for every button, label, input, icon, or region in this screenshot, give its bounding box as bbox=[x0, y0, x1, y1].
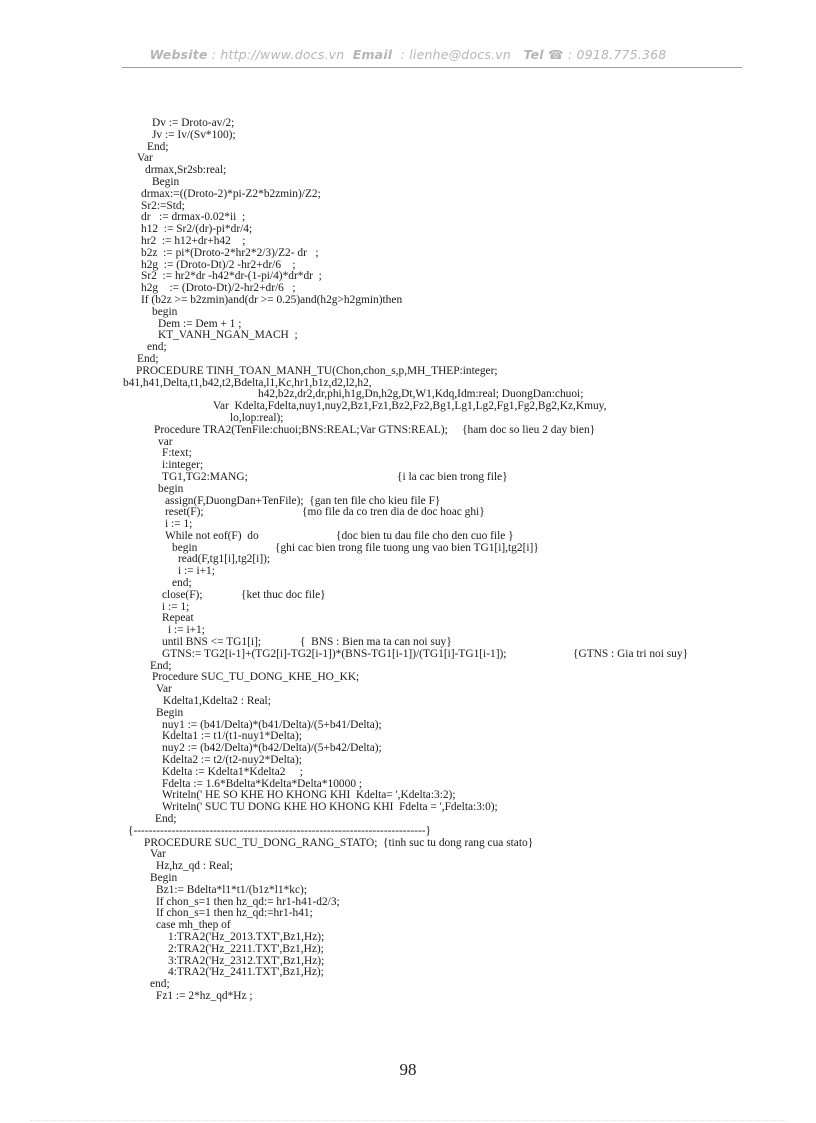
code-line: Jv := Iv/(Sv*100); bbox=[152, 128, 236, 141]
code-line: Var bbox=[137, 152, 153, 165]
phone-icon: ☎ bbox=[547, 47, 564, 62]
code-line: var bbox=[158, 435, 173, 448]
code-line: Begin bbox=[156, 706, 184, 719]
code-line: {-----------------------------------------------------------------------------} bbox=[128, 824, 432, 837]
tel-label: Tel bbox=[523, 47, 544, 62]
code-line: i := i+1; bbox=[168, 624, 205, 637]
code-line: If (b2z >= b2zmin)and(dr >= 0.25)and(h2g>h2gmin)then bbox=[141, 293, 403, 306]
code-line: nuy1 := (b41/Delta)*(b41/Delta)/(5+b41/Delta); bbox=[162, 718, 382, 731]
code-line: h12 := Sr2/(dr)-pi*dr/4; bbox=[141, 223, 253, 236]
code-line: end; bbox=[147, 341, 167, 354]
code-line: case mh_thep of bbox=[156, 919, 231, 932]
code-line: 4:TRA2('Hz_2411.TXT',Bz1,Hz); bbox=[168, 966, 324, 979]
code-line: hr2 := h12+dr+h42 ; bbox=[141, 234, 246, 247]
code-line: Dem := Dem + 1 ; bbox=[158, 317, 242, 330]
code-line: Sr2 := hr2*dr -h42*dr-(1-pi/4)*dr*dr ; bbox=[141, 270, 322, 283]
code-line: end; bbox=[150, 978, 170, 991]
code-line: drmax:=((Droto-2)*pi-Z2*b2zmin)/Z2; bbox=[141, 187, 321, 200]
code-line: assign(F,DuongDan+TenFile); {gan ten file cho kieu file F} bbox=[165, 494, 441, 507]
code-line: Kdelta := Kdelta1*Kdelta2 ; bbox=[162, 765, 303, 778]
email-label: Email bbox=[352, 47, 393, 62]
code-line: 2:TRA2('Hz_2211.TXT',Bz1,Hz); bbox=[168, 942, 324, 955]
code-line: begin bbox=[158, 482, 184, 495]
code-line: until BNS <= TG1[i]; { BNS : Bien ma ta can noi suy} bbox=[162, 636, 452, 649]
code-line: end; bbox=[172, 577, 192, 590]
code-line: Bz1:= Bdelta*l1*t1/(b1z*l1*kc); bbox=[156, 883, 307, 896]
tel-number: : 0918.775.368 bbox=[567, 47, 667, 62]
code-line: Dv := Droto-av/2; bbox=[152, 117, 235, 129]
code-line: KT_VANH_NGAN_MACH ; bbox=[158, 329, 298, 342]
code-line: End; bbox=[150, 659, 172, 672]
code-line: reset(F); {mo file da co tren dia de doc hoac ghi} bbox=[165, 506, 485, 519]
code-line: Writeln(' SUC TU DONG KHE HO KHONG KHI Fdelta = ',Fdelta:3:0); bbox=[162, 801, 498, 814]
code-line: Procedure SUC_TU_DONG_KHE_HO_KK; bbox=[152, 671, 360, 684]
website-url: : http://www.docs.vn bbox=[211, 47, 345, 62]
code-line: begin bbox=[152, 305, 178, 318]
code-line: 1:TRA2('Hz_2013.TXT',Bz1,Hz); bbox=[168, 930, 325, 943]
code-line: Kdelta1 := t1/(t1-nuy1*Delta); bbox=[162, 730, 302, 743]
code-line: GTNS:= TG2[i-1]+(TG2[i]-TG2[i-1])*(BNS-TG1[i-1])/(TG1[i]-TG1[i-1]); {GTNS : Gia tri noi suy} bbox=[162, 647, 689, 660]
code-line: h2g := (Droto-Dt)/2-hr2+dr/6 ; bbox=[141, 282, 296, 295]
code-line: begin {ghi cac bien trong file tuong ung vao bien TG1[i],tg2[i]} bbox=[172, 541, 539, 554]
code-line: End; bbox=[147, 140, 169, 153]
code-line: TG1,TG2:MANG; {i la cac bien trong file} bbox=[162, 470, 508, 483]
page-number: 98 bbox=[399, 1060, 417, 1079]
code-line: Var bbox=[150, 848, 166, 861]
page-header bbox=[0, 47, 816, 62]
code-line: Repeat bbox=[162, 612, 194, 625]
code-line: Begin bbox=[152, 175, 180, 188]
code-line: PROCEDURE TINH_TOAN_MANH_TU(Chon,chon_s,p,MH_THEP:integer; bbox=[136, 364, 498, 377]
code-line: 3:TRA2('Hz_2312.TXT',Bz1,Hz); bbox=[168, 954, 325, 967]
code-line: Procedure TRA2(TenFile:chuoi;BNS:REAL;Var GTNS:REAL); {ham doc so lieu 2 day bien} bbox=[154, 423, 596, 436]
code-line: dr := drmax-0.02*ii ; bbox=[141, 211, 246, 224]
code-line: Hz,hz_qd : Real; bbox=[156, 860, 233, 873]
code-line: Sr2:=Std; bbox=[141, 199, 185, 212]
code-line: While not eof(F) do {doc bien tu dau file cho den cuo file } bbox=[165, 529, 514, 542]
code-line: Fdelta := 1.6*Bdelta*Kdelta*Delta*10000 ; bbox=[162, 777, 363, 790]
code-line: Begin bbox=[150, 872, 178, 884]
code-line: Var Kdelta,Fdelta,nuy1,nuy2,Bz1,Fz1,Bz2,Fz2,Bg1,Lg1,Lg2,Fg1,Fg2,Bg2,Kz,Kmuy, bbox=[213, 400, 607, 413]
code-line: Kdelta1,Kdelta2 : Real; bbox=[163, 695, 271, 708]
code-line: Fz1 := 2*hz_qd*Hz ; bbox=[156, 989, 253, 1002]
code-line: i := i+1; bbox=[178, 565, 215, 578]
code-line: i := 1; bbox=[165, 518, 193, 531]
website-label: Website bbox=[149, 47, 208, 62]
code-line: If chon_s=1 then hz_qd:= hr1-h41-d2/3; bbox=[156, 895, 340, 908]
code-line: Writeln(' HE SO KHE HO KHONG KHI Kdelta= ',Kdelta:3:2); bbox=[162, 789, 456, 802]
code-line: i := 1; bbox=[162, 600, 190, 613]
code-line: lo,lop:real); bbox=[230, 411, 284, 424]
code-line: End; bbox=[155, 813, 177, 826]
code-line: b2z := pi*(Droto-2*hr2*2/3)/Z2- dr ; bbox=[141, 246, 319, 259]
code-line: close(F); {ket thuc doc file} bbox=[162, 588, 326, 601]
code-line: read(F,tg1[i],tg2[i]); bbox=[178, 553, 271, 566]
code-line: h2g := (Droto-Dt)/2 -hr2+dr/6 ; bbox=[141, 258, 296, 271]
code-line: End; bbox=[137, 352, 159, 365]
code-line: nuy2 := (b42/Delta)*(b42/Delta)/(5+b42/Delta); bbox=[162, 742, 382, 755]
code-line: Var bbox=[156, 683, 172, 696]
code-line: Kdelta2 := t2/(t2-nuy2*Delta); bbox=[162, 754, 302, 767]
code-line: PROCEDURE SUC_TU_DONG_RANG_STATO; {tinh suc tu dong rang cua stato} bbox=[144, 836, 534, 849]
code-line: b41,h41,Delta,t1,b42,t2,Bdelta,l1,Kc,hr1,b1z,d2,l2,h2, bbox=[123, 376, 372, 389]
footer-divider bbox=[30, 1120, 786, 1121]
code-line: If chon_s=1 then hz_qd:=hr1-h41; bbox=[156, 907, 313, 920]
code-line: h42,b2z,dr2,dr,phi,h1g,Dn,h2g,Dt,W1,Kdq,Idm:real; DuongDan:chuoi; bbox=[258, 388, 584, 401]
code-line: drmax,Sr2sb:real; bbox=[145, 164, 227, 177]
code-line: i:integer; bbox=[162, 459, 204, 472]
header-divider bbox=[122, 67, 742, 68]
email-address: : lienhe@docs.vn bbox=[400, 47, 511, 62]
code-listing bbox=[0, 118, 816, 1003]
code-line: F:text; bbox=[162, 447, 192, 460]
